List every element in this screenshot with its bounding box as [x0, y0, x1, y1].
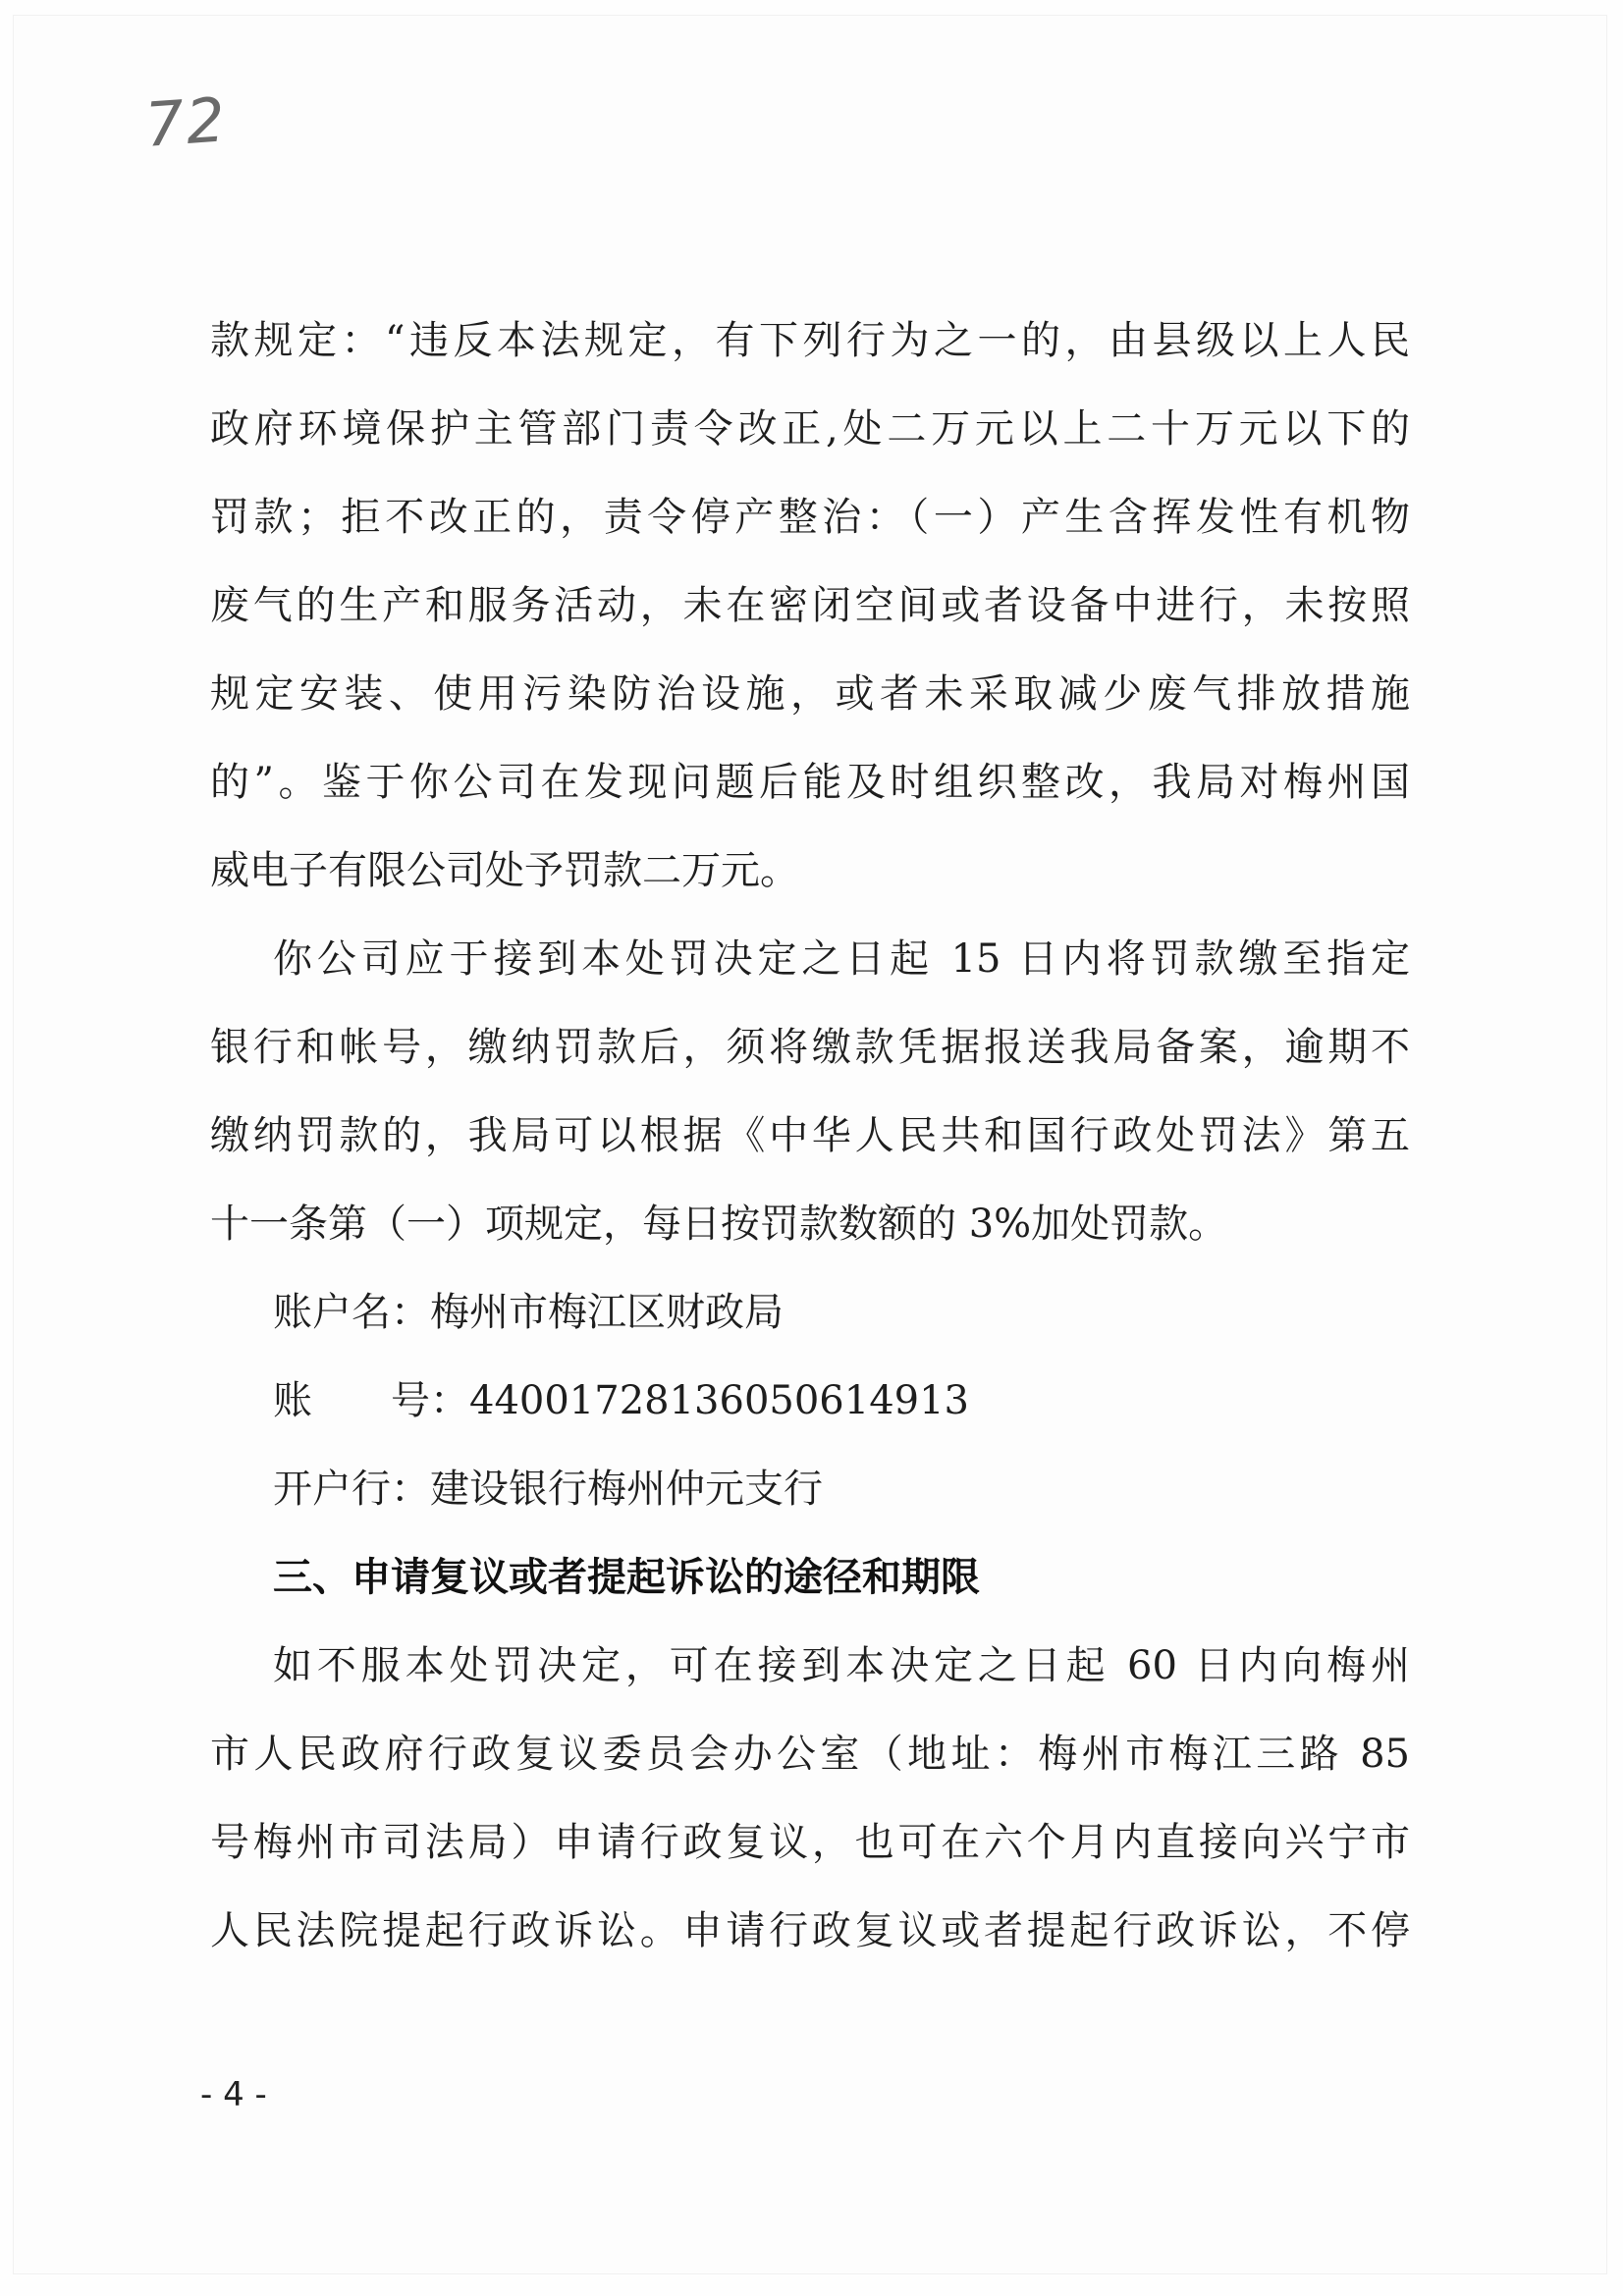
- account-name-label: 账户名：: [273, 1290, 430, 1335]
- page-number: - 4 -: [200, 2075, 267, 2114]
- payment-paragraph-line: 十一条第（一）项规定，每日按罚款数额的 3%加处罚款。: [210, 1201, 1228, 1247]
- body-line: 政府环境保护主管部门责令改正,处二万元以上二十万元以下的: [210, 406, 1410, 452]
- section-heading: 三、申请复议或者提起诉讼的途径和期限: [273, 1555, 980, 1600]
- body-line: 款规定：“违反本法规定，有下列行为之一的，由县级以上人民: [210, 318, 1410, 363]
- body-line: 废气的生产和服务活动，未在密闭空间或者设备中进行，未按照: [210, 583, 1410, 628]
- body-line: 罚款；拒不改正的，责令停产整治：（一）产生含挥发性有机物: [210, 495, 1410, 540]
- document-body: [210, 296, 1410, 1975]
- review-paragraph-line: 人民法院提起行政诉讼。申请行政复议或者提起行政诉讼，不停: [210, 1908, 1410, 1953]
- body-line: 规定安装、使用污染防治设施，或者未采取减少废气排放措施: [210, 671, 1410, 717]
- body-line: 的”。鉴于你公司在发现问题后能及时组织整改，我局对梅州国: [210, 760, 1410, 805]
- review-paragraph-line: 如不服本处罚决定，可在接到本决定之日起 60 日内向梅州: [273, 1643, 1410, 1688]
- handwritten-page-annotation: 72: [142, 83, 230, 161]
- payment-paragraph-line: 你公司应于接到本处罚决定之日起 15 日内将罚款缴至指定: [273, 936, 1410, 982]
- account-bank-label: 开户行：: [273, 1467, 430, 1512]
- body-line: 威电子有限公司处予罚款二万元。: [210, 848, 799, 893]
- account-bank-row: [210, 1445, 1410, 1533]
- review-paragraph-line: 市人民政府行政复议委员会办公室（地址：梅州市梅江三路 85: [210, 1732, 1410, 1777]
- account-bank-value: 建设银行梅州仲元支行: [430, 1467, 823, 1512]
- account-number-value: 44001728136050614913: [469, 1378, 969, 1423]
- account-number-label: 账 号：: [273, 1378, 469, 1423]
- payment-paragraph-line: 缴纳罚款的，我局可以根据《中华人民共和国行政处罚法》第五: [210, 1113, 1410, 1158]
- account-number-row: [210, 1357, 1410, 1445]
- payment-paragraph-line: 银行和帐号，缴纳罚款后，须将缴款凭据报送我局备案，逾期不: [210, 1025, 1410, 1070]
- account-name-row: [210, 1268, 1410, 1357]
- account-name-value: 梅州市梅江区财政局: [430, 1290, 784, 1335]
- review-paragraph-line: 号梅州市司法局）申请行政复议，也可在六个月内直接向兴宁市: [210, 1820, 1410, 1865]
